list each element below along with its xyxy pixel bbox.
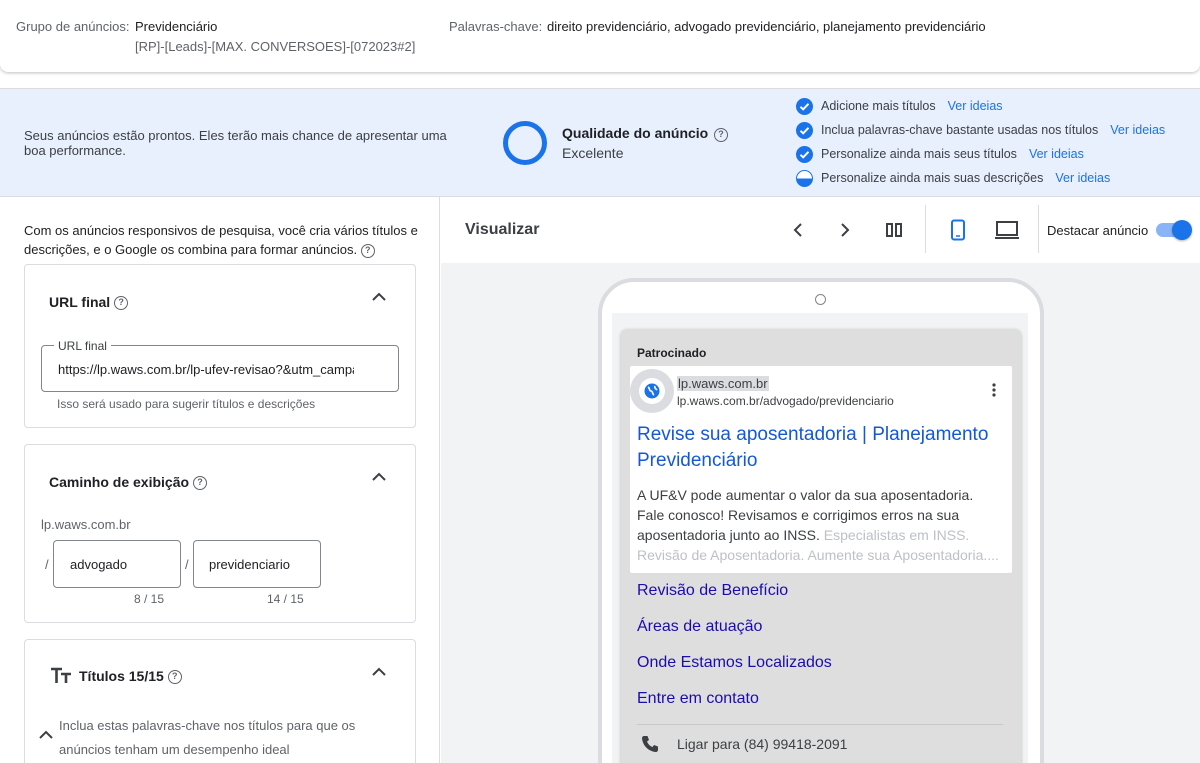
half-circle-icon [796,170,813,187]
path2-counter: 14 / 15 [267,592,304,606]
ad-group-name: Previdenciário [135,19,218,34]
call-divider [637,724,1003,725]
ad-description-text: A UF&V pode aumentar o valor da sua aposentadoria. Fale conosco! Revisamos e corrigimos erros na sua aposentadoria junto ao INSS. [637,487,974,543]
path1-counter: 8 / 15 [134,592,165,606]
final-url-title-text: URL final [49,294,111,310]
more-vert-icon[interactable] [992,383,996,397]
path-separator: / [45,557,49,572]
path1-value: advogado [70,557,128,572]
display-path-title [49,474,207,490]
globe-icon [643,382,661,400]
desktop-icon[interactable] [994,219,1020,241]
chevron-up-icon[interactable] [372,470,386,484]
suggestion-item [796,169,1110,187]
view-columns-icon[interactable] [883,219,905,241]
chevron-up-icon[interactable] [372,665,386,679]
ad-group-header [0,0,1200,72]
sitelink[interactable]: Onde Estamos Localizados [637,654,832,671]
display-domain: lp.waws.com.br [41,517,131,532]
sponsored-label: Patrocinado [637,346,707,360]
path2-value: previdenciario [209,557,290,572]
toggle-knob[interactable] [1172,220,1192,240]
text-size-icon [50,667,72,684]
suggestion-text: Inclua palavras-chave bastante usadas nos títulos [821,123,1099,137]
suggestion-text: Adicione mais títulos [821,99,936,113]
help-icon[interactable]: ? [193,476,207,490]
see-ideas-link[interactable]: Ver ideias [1055,171,1111,185]
final-url-input[interactable] [58,362,354,377]
help-icon[interactable]: ? [361,244,375,258]
see-ideas-link[interactable]: Ver ideias [1028,147,1084,161]
final-url-title [49,294,128,310]
suggestion-text: Personalize ainda mais seus títulos [821,147,1017,161]
ad-quality-title: Qualidade do anúncio [562,125,709,141]
check-circle-icon [796,122,813,139]
help-icon[interactable]: ? [114,296,128,310]
help-icon[interactable]: ? [168,670,182,684]
intro-text [24,221,424,259]
ad-group-label: Grupo de anúncios: [16,19,130,34]
final-url-field-label: URL final [54,339,111,353]
path-separator: / [185,557,189,572]
check-circle-icon [796,146,813,163]
highlight-ad-label: Destacar anúncio [1047,223,1149,238]
toolbar-divider [925,205,926,253]
display-path-title-text: Caminho de exibição [49,474,190,490]
chevron-up-icon[interactable] [39,728,53,742]
ad-domain[interactable]: lp.waws.com.br [678,376,768,391]
chevron-right-icon[interactable] [834,219,856,241]
ad-description [637,485,1002,565]
keywords-label: Palavras-chave: [449,19,543,34]
preview-title: Visualizar [465,221,540,238]
phone-call-icon[interactable] [640,734,660,754]
ad-strength-ring-icon [503,121,547,165]
suggestion-item [796,97,1003,115]
call-text[interactable]: Ligar para (84) 99418-2091 [677,736,848,752]
chevron-left-icon[interactable] [787,219,809,241]
headlines-title [79,668,182,684]
suggestion-item [796,121,1165,139]
headlines-title-text: Títulos 15/15 [79,668,164,684]
sitelink[interactable]: Entre em contato [637,690,759,707]
see-ideas-link[interactable]: Ver ideias [1110,123,1166,137]
check-circle-icon [796,98,813,115]
mobile-icon[interactable] [947,219,969,241]
chevron-up-icon[interactable] [372,290,386,304]
keywords-value: direito previdenciário, advogado previdenciário, planejamento previdenciário [547,19,986,34]
ad-headline[interactable]: Revise sua aposentadoria | Planejamento Previdenciário [637,424,989,471]
campaign-name: [RP]-[Leads]-[MAX. CONVERSOES]-[072023#2] [135,39,416,54]
suggestion-text: Personalize ainda mais suas descrições [821,171,1044,185]
see-ideas-link[interactable]: Ver ideias [947,99,1003,113]
banner-message: Seus anúncios estão prontos. Eles terão mais chance de apresentar uma boa performance. [24,128,447,158]
sitelink[interactable]: Áreas de atuação [637,618,763,635]
ad-display-url: lp.waws.com.br/advogado/previdenciario [677,394,894,408]
keywords-tip: Inclua estas palavras-chave nos títulos para que os anúncios tenham um desempenho ideal [59,718,356,757]
toolbar-divider [1038,205,1039,253]
suggestion-item [796,145,1084,163]
ad-quality-value: Excelente [562,145,624,161]
intro-text-content: Com os anúncios responsivos de pesquisa, você cria vários títulos e descrições, e o Google os combina para formar anúncios. [24,223,418,257]
ad-description-faded: Especialistas em INSS. Revisão de Aposentadoria. Aumente sua Aposentadoria.... [637,527,999,563]
help-icon[interactable]: ? [714,126,728,142]
phone-camera [815,294,826,305]
display-path-card [24,444,416,623]
sitelink[interactable]: Revisão de Benefício [637,582,789,599]
final-url-hint: Isso será usado para sugerir títulos e descrições [57,397,316,411]
